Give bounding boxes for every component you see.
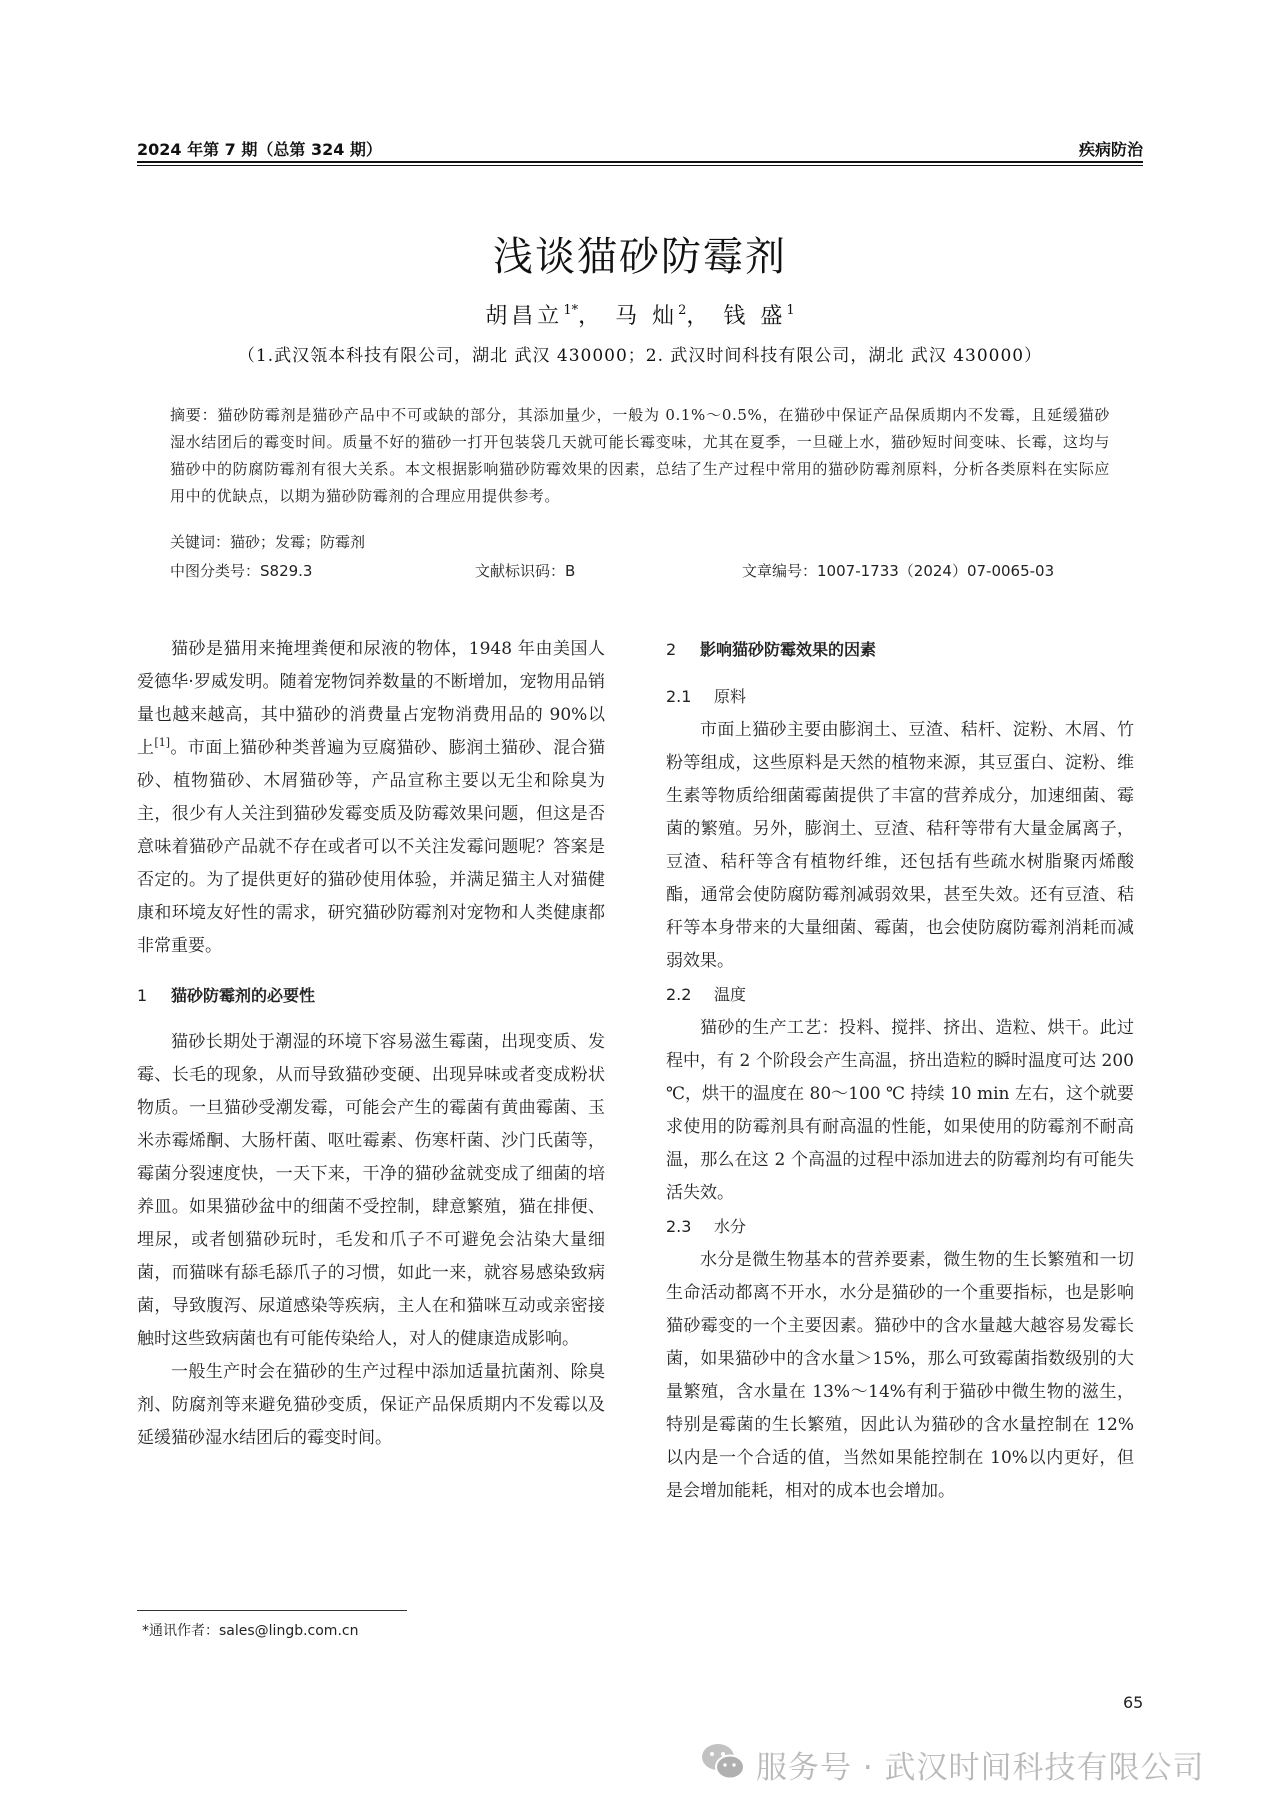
body-paragraph: 猫砂的生产工艺：投料、搅拌、挤出、造粒、烘干。此过程中，有 2 个阶段会产生高温，挤出造粒的瞬时温度可达 200 ℃，烘干的温度在 80～100 ℃ 持续 10 min 左右，这个就要求使用的防霉剂具有耐高温的性能，如果使用的防霉剂不耐高温，那么在这 2 个高温的过程中添加进去的防霉剂均有可能失活失效。: [666, 1018, 1134, 1203]
keywords: [170, 531, 365, 552]
citation-ref: [1]: [154, 736, 170, 749]
section-number: 2: [666, 640, 677, 659]
author-list: [0, 299, 1280, 330]
footnote: *通讯作者：sales@lingb.com.cn: [142, 1623, 359, 1639]
watermark: [700, 1734, 1260, 1790]
clc-number: [170, 560, 312, 581]
doc-label: 文献标识码：: [475, 562, 566, 580]
body-paragraph: 猫砂长期处于潮湿的环境下容易滋生霉菌，出现变质、发霉、长毛的现象，从而导致猫砂变硬、出现异味或者变成粉状物质。一旦猫砂受潮发霉，可能会产生的霉菌有黄曲霉菌、玉米赤霉烯酮、大肠杆菌、呕吐霉素、伤寒杆菌、沙门氏菌等，霉菌分裂速度快，一天下来，干净的猫砂盆就变成了细菌的培养皿。如果猫砂盆中的细菌不受控制，肆意繁殖，猫在排便、埋尿，或者刨猫砂玩时，毛发和爪子不可避免会沾染大量细菌，而猫咪有舔毛舔爪子的习惯，如此一来，就容易感染致病菌，导致腹泻、尿道感染等疾病，主人在和猫咪互动或亲密接触时这些致病菌也有可能传染给人，对人的健康造成影响。: [137, 1032, 605, 1349]
abstract-label: 摘要：: [170, 406, 218, 424]
watermark-text: 服务号 · 武汉时间科技有限公司: [756, 1750, 1205, 1786]
wechat-icon: [700, 1740, 746, 1784]
subsection-title: 原料: [714, 687, 747, 706]
body-paragraph: 水分是微生物基本的营养要素，微生物的生长繁殖和一切生命活动都离不开水，水分是猫砂的一个重要指标，也是影响猫砂霉变的一个主要因素。猫砂中的含水量越大越容易发霉长菌，如果猫砂中的含水量＞15%，那么可致霉菌指数级别的大量繁殖，含水量在 13%～14%有利于猫砂中微生物的滋生，特别是霉菌的生长繁殖，因此认为猫砂的含水量控制在 12%以内是一个合适的值，当然如果能控制在 10%以内更好，但是会增加能耗，相对的成本也会增加。: [666, 1250, 1134, 1501]
footnote-rule: [137, 1610, 407, 1611]
article-number: [742, 560, 1054, 581]
header-rule: [137, 161, 1143, 166]
subsection-title: 温度: [714, 985, 747, 1004]
left-column: [137, 633, 605, 1455]
keywords-label: 关键词：: [170, 533, 231, 551]
author-separator: ，: [578, 304, 605, 329]
section-number: 1: [137, 986, 148, 1005]
subsection-number: 2.3: [666, 1217, 692, 1236]
subsection-number: 2.1: [666, 687, 692, 706]
subsection-number: 2.2: [666, 985, 692, 1004]
author-name: 马 灿: [615, 304, 679, 329]
body-paragraph: 一般生产时会在猫砂的生产过程中添加适量抗菌剂、除臭剂、防腐剂等来避免猫砂变质，保证产品保质期内不发霉以及延缓猫砂湿水结团后的霉变时间。: [137, 1362, 605, 1448]
author-separator: ，: [686, 304, 713, 329]
document-code: [475, 560, 575, 581]
clc-value: S829.3: [260, 562, 313, 580]
abstract-text: 猫砂防霉剂是猫砂产品中不可或缺的部分，其添加量少，一般为 0.1%～0.5%，在猫砂中保证产品保质期内不发霉，且延缓猫砂湿水结团后的霉变时间。质量不好的猫砂一打开包装袋几天就可能长霉变味，尤其在夏季，一旦碰上水，猫砂短时间变味、长霉，这均与猫砂中的防腐防霉剂有很大关系。本文根据影响猫砂防霉效果的因素，总结了生产过程中常用的猫砂防霉剂原料，分析各类原料在实际应用中的优缺点，以期为猫砂防霉剂的合理应用提供参考。: [170, 406, 1110, 505]
intro-paragraph: [137, 633, 605, 963]
section-title: 影响猫砂防霉效果的因素: [700, 640, 877, 659]
journal-issue: 2024 年第 7 期（总第 324 期）: [137, 140, 382, 159]
section-title: 猫砂防霉剂的必要性: [171, 986, 316, 1005]
author-name: 钱 盛: [723, 304, 787, 329]
section-heading: [666, 633, 1134, 666]
author-mark: 1*: [563, 303, 579, 318]
journal-section: 疾病防治: [1078, 140, 1143, 159]
abstract: [170, 402, 1110, 510]
article-value: 1007-1733（2024）07-0065-03: [817, 562, 1055, 580]
intro-text: 猫砂是猫用来掩埋粪便和尿液的物体，1948 年由美国人爱德华·罗威发明。随着宠物饲养数量的不断增加，宠物用品销量也越来越高，其中猫砂的消费量占宠物消费用品的 90%以上: [137, 639, 605, 758]
affiliation: （1.武汉瓴本科技有限公司，湖北 武汉 430000；2. 武汉时间科技有限公司，湖北 武汉 430000）: [237, 346, 1043, 366]
article-label: 文章编号：: [742, 562, 818, 580]
section-heading: [137, 979, 605, 1012]
keywords-text: 猫砂；发霉；防霉剂: [230, 533, 366, 551]
doc-value: B: [565, 562, 576, 580]
clc-label: 中图分类号：: [170, 562, 261, 580]
article-title: 浅谈猫砂防霉剂: [493, 234, 787, 280]
subsection-heading: [666, 680, 1134, 714]
author-mark: 2: [678, 303, 687, 318]
author-name: 胡昌立: [485, 304, 564, 329]
subsection-heading: [666, 978, 1134, 1012]
subsection-title: 水分: [714, 1217, 747, 1236]
body-paragraph: 市面上猫砂主要由膨润土、豆渣、秸杆、淀粉、木屑、竹粉等组成，这些原料是天然的植物来源，其豆蛋白、淀粉、维生素等物质给细菌霉菌提供了丰富的营养成分，加速细菌、霉菌的繁殖。另外，膨润土、豆渣、秸秆等带有大量金属离子，豆渣、秸秆等含有植物纤维，还包括有些疏水树脂聚丙烯酸酯，通常会使防腐防霉剂减弱效果，甚至失效。还有豆渣、秸秆等本身带来的大量细菌、霉菌，也会使防腐防霉剂消耗而减弱效果。: [666, 720, 1134, 971]
author-mark: 1: [786, 303, 795, 318]
subsection-heading: [666, 1210, 1134, 1244]
right-column: [666, 633, 1134, 1508]
intro-text-cont: 。市面上猫砂种类普遍为豆腐猫砂、膨润土猫砂、混合猫砂、植物猫砂、木屑猫砂等，产品宣称主要以无尘和除臭为主，很少有人关注到猫砂发霉变质及防霉效果问题，但这是否意味着猫砂产品就不存在或者可以不关注发霉问题呢？答案是否定的。为了提供更好的猫砂使用体验，并满足猫主人对猫健康和环境友好性的需求，研究猫砂防霉剂对宠物和人类健康都非常重要。: [137, 738, 606, 956]
page-number: 65: [1123, 1693, 1144, 1712]
